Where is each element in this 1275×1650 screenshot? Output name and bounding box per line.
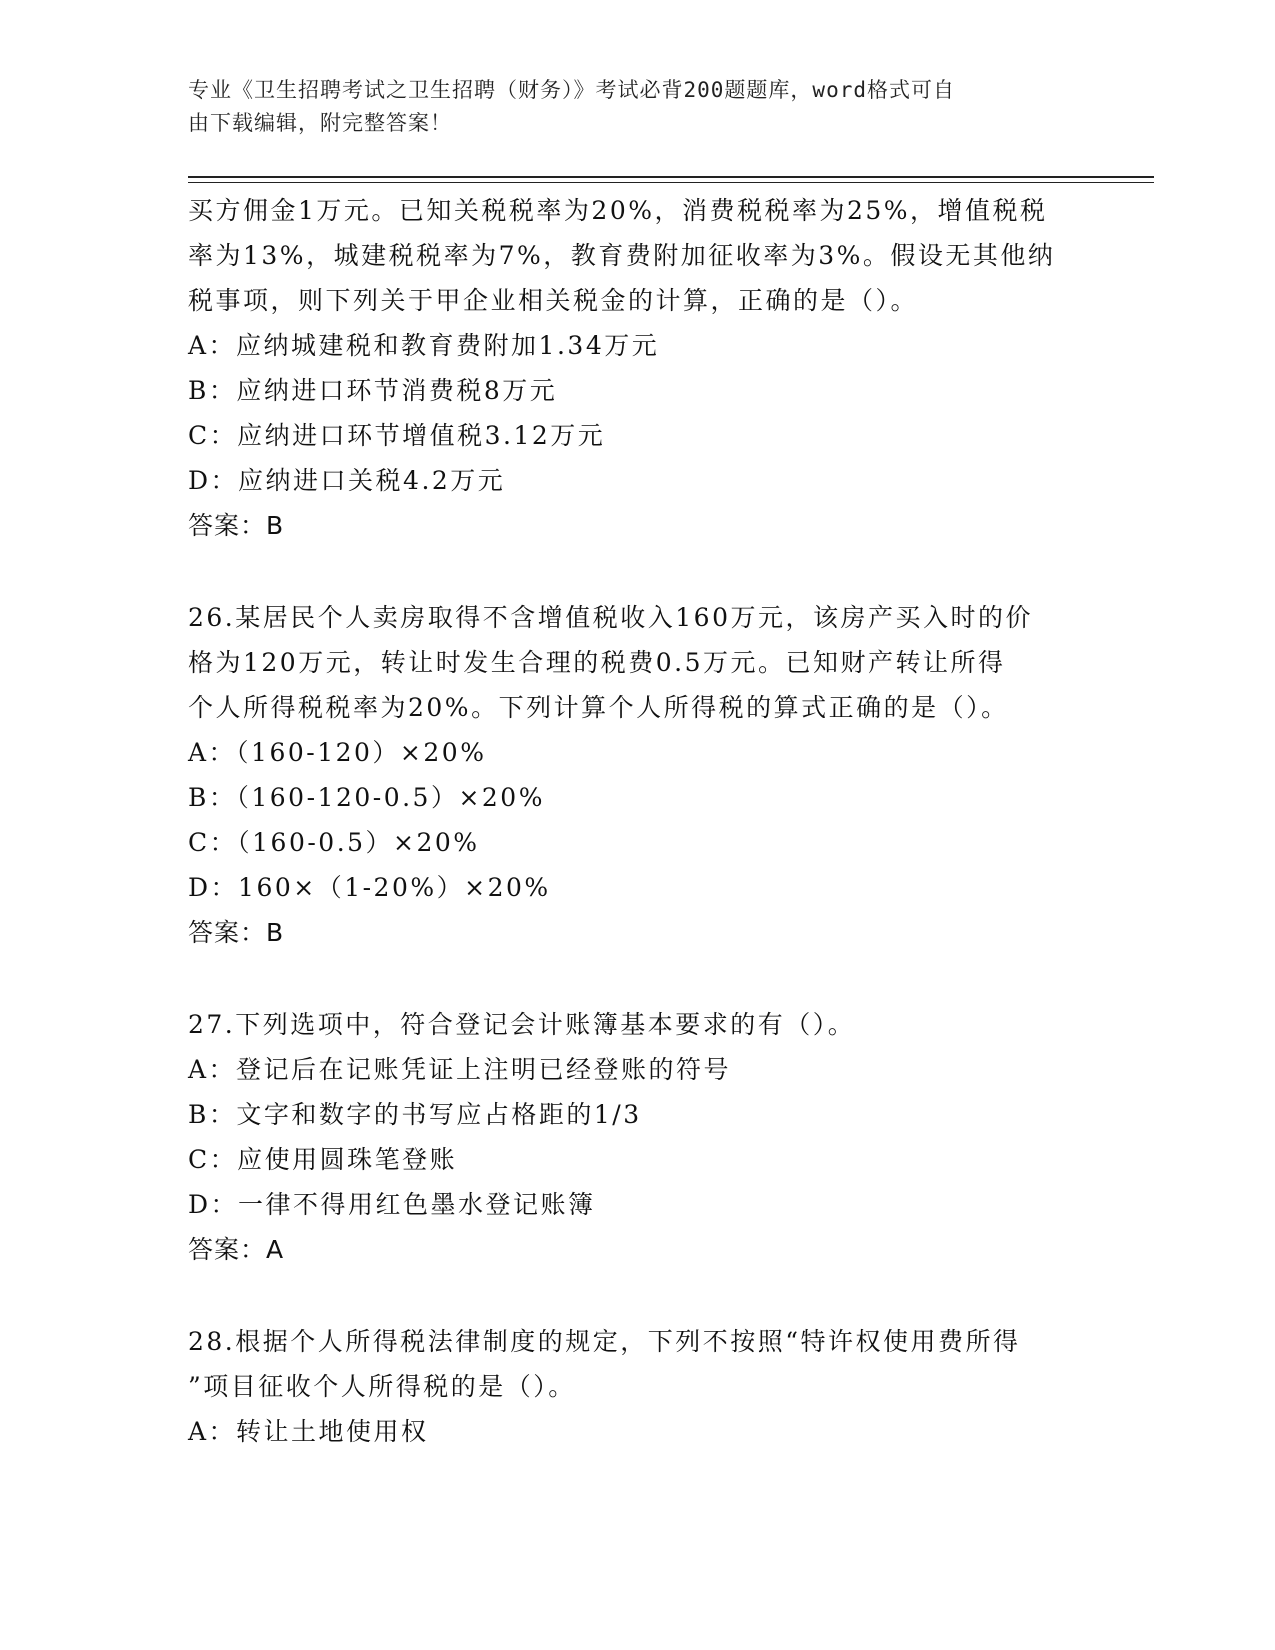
- option-b: B：应纳进口环节消费税8万元: [188, 376, 558, 405]
- question-text-line: 买方佣金1万元。已知关税税率为20%，消费税税率为25%，增值税税: [188, 196, 1048, 225]
- answer-label: 答案：B: [188, 511, 285, 540]
- answer-label: 答案：A: [188, 1235, 285, 1264]
- question-text-line: 28.根据个人所得税法律制度的规定，下列不按照“特许权使用费所得: [188, 1327, 1021, 1356]
- question-27: [188, 1002, 1088, 1272]
- question-text-line: 税事项，则下列关于甲企业相关税金的计算，正确的是（）。: [188, 286, 919, 315]
- header-line-1: 专业《卫生招聘考试之卫生招聘（财务）》考试必背200题题库，word格式可自: [188, 78, 955, 102]
- question-spacer: [188, 955, 1088, 1002]
- question-text-line: 26.某居民个人卖房取得不含增值税收入160万元，该房产买入时的价: [188, 603, 1033, 632]
- option-d: D：160×（1-20%）×20%: [188, 873, 551, 902]
- question-text-line: 率为13%，城建税税率为7%，教育费附加征收率为3%。假设无其他纳: [188, 241, 1056, 270]
- question-text-line: 格为120万元，转让时发生合理的税费0.5万元。已知财产转让所得: [188, 648, 1006, 677]
- option-d: D：应纳进口关税4.2万元: [188, 466, 506, 495]
- question-spacer: [188, 1272, 1088, 1319]
- question-text-line: 27.下列选项中，符合登记会计账簿基本要求的有（）。: [188, 1010, 856, 1039]
- option-c: C：（160-0.5）×20%: [188, 828, 480, 857]
- document-header: [188, 74, 1068, 140]
- question-28: [188, 1319, 1088, 1454]
- document-body: [188, 188, 1088, 1454]
- question-spacer: [188, 548, 1088, 595]
- answer-label: 答案：B: [188, 918, 285, 947]
- option-b: B：文字和数字的书写应占格距的1/3: [188, 1100, 642, 1129]
- option-a: A：应纳城建税和教育费附加1.34万元: [188, 331, 660, 360]
- question-26: [188, 595, 1088, 955]
- header-line-2: 由下载编辑，附完整答案！: [188, 111, 452, 135]
- option-c: C：应纳进口环节增值税3.12万元: [188, 421, 606, 450]
- option-d: D：一律不得用红色墨水登记账簿: [188, 1190, 596, 1219]
- question-text-line: 个人所得税税率为20%。下列计算个人所得税的算式正确的是（）。: [188, 693, 1009, 722]
- option-c: C：应使用圆珠笔登账: [188, 1145, 458, 1174]
- header-divider-thick: [188, 176, 1154, 178]
- option-a: A：（160-120）×20%: [188, 738, 487, 767]
- question-25: [188, 188, 1088, 548]
- header-divider-thin: [188, 182, 1154, 183]
- option-b: B：（160-120-0.5）×20%: [188, 783, 545, 812]
- option-a: A：转让土地使用权: [188, 1417, 429, 1446]
- option-a: A：登记后在记账凭证上注明已经登账的符号: [188, 1055, 732, 1084]
- question-text-line: ”项目征收个人所得税的是（）。: [188, 1372, 576, 1401]
